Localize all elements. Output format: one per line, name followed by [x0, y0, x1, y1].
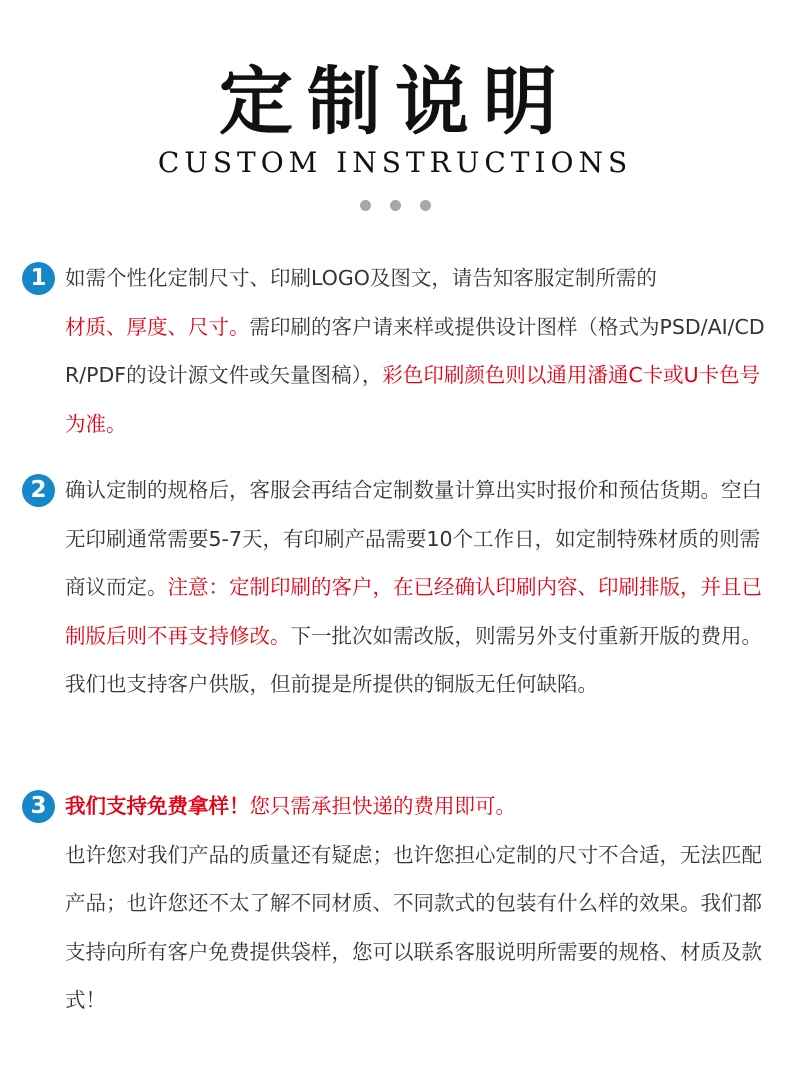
instruction-text — [65, 466, 777, 709]
instruction-text — [65, 254, 777, 448]
number-badge-icon: 1 — [22, 262, 55, 295]
instruction-section-2 — [22, 466, 782, 709]
instruction-text — [65, 782, 777, 1025]
instruction-section-1 — [22, 254, 782, 448]
dot-icon — [420, 200, 431, 211]
highlight-text: 注意：定制印刷的客户，在已经确认印刷内容、印刷排版，并且已制版后则不再支持修改。 — [65, 575, 762, 648]
highlight-text: 彩色印刷颜色则以通用潘通C卡或U卡色号为准。 — [65, 363, 761, 436]
instruction-section-3 — [22, 782, 782, 1025]
text-segment: 如需个性化定制尺寸、印刷LOGO及图文，请告知客服定制所需的 — [65, 266, 657, 290]
page-title: 定制说明 — [219, 59, 571, 145]
text-segment: 需印刷的客户请来样或提供设计图样（格式为PSD/AI/CDR/PDF的设计源文件或矢量图稿）， — [65, 314, 765, 387]
dot-icon — [360, 200, 371, 211]
page-subtitle: CUSTOM INSTRUCTIONS — [157, 146, 633, 179]
highlight-text: 材质、厚度、尺寸。 — [65, 314, 250, 339]
number-badge-icon: 2 — [22, 474, 55, 507]
highlight-text: 您只需承担快递的费用即可。 — [249, 794, 516, 818]
text-segment: 确认定制的规格后，客服会再结合定制数量计算出实时报价和预估货期。空白无印刷通常需要5-7天，有印刷产品需要10个工作日，如定制特殊材质的则需商议而定。 — [65, 478, 762, 599]
decorative-dots — [0, 200, 790, 211]
number-badge-icon: 3 — [22, 790, 55, 823]
dot-icon — [390, 200, 401, 211]
text-segment: 也许您对我们产品的质量还有疑虑；也许您担心定制的尺寸不合适，无法匹配产品；也许您还不太了解不同材质、不同款式的包装有什么样的效果。我们都支持向所有客户免费提供袋样，您可以联系客服说明所需要的规格、材质及款式！ — [65, 842, 762, 1012]
highlight-bold-text: 我们支持免费拿样！ — [65, 794, 250, 818]
text-segment: 下一批次如需改版，则需另外支付重新开版的费用。我们也支持客户供版，但前提是所提供的铜版无任何缺陷。 — [65, 623, 762, 696]
